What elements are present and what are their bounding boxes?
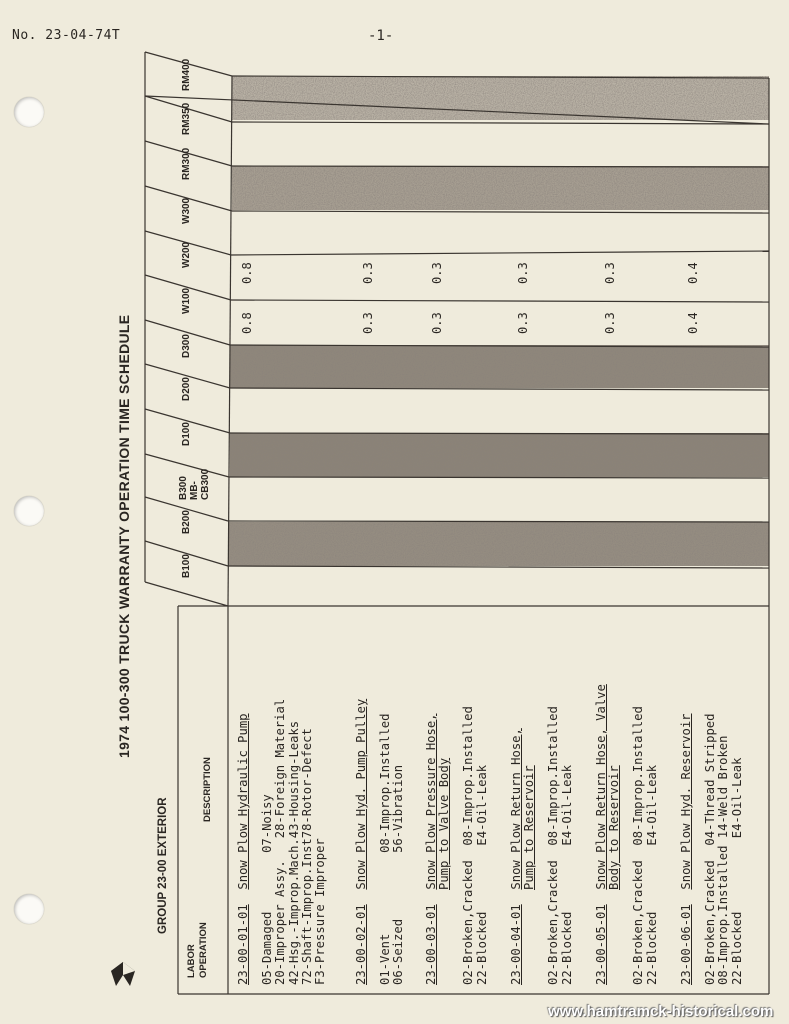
time-w100-op2: 0.3: [361, 312, 375, 334]
failure-code-line: 02-Broken,Cracked 08-Improp.Installed: [546, 706, 561, 985]
failure-code-line: 20-Improper Assy. 28-Foreign Material: [273, 698, 288, 985]
model-header-rm350: RM350: [181, 102, 192, 135]
group-heading: GROUP 23-00 EXTERIOR: [157, 797, 169, 934]
operation-23-00-01-01: [237, 699, 327, 985]
time-w100-op3: 0.3: [430, 312, 444, 334]
model-header-w200: W200: [181, 241, 192, 268]
model-header-rm400: RM400: [181, 58, 192, 91]
operation-23-00-02-01: [355, 699, 406, 985]
time-w100-op5: 0.3: [603, 312, 617, 334]
operation-title: Snow Plow Return Hose, Valve: [594, 684, 608, 890]
operation-code: 23-00-05-01: [594, 904, 608, 985]
failure-code-line: 02-Broken,Cracked 04-Thread Stripped: [703, 713, 718, 985]
operation-title-cont: Pump to Valve Body: [437, 757, 452, 890]
model-header-b100: B100: [181, 554, 192, 578]
operation-code: 23-00-03-01: [424, 904, 438, 985]
failure-code-line: 22-Blocked E4-Oil-Leak: [559, 764, 574, 985]
site-watermark: www.hamtramck-historical.com: [548, 1003, 774, 1020]
failure-code-line: 22-Blocked E4-Oil-Leak: [644, 764, 659, 985]
operation-code: 23-00-02-01: [354, 904, 368, 985]
operation-23-00-03-01: [425, 706, 489, 985]
operation-title: Snow Plow Pressure Hose,: [424, 713, 438, 890]
model-header-d100: D100: [181, 422, 192, 446]
failure-code-line: F3-Pressure Improper: [313, 838, 328, 985]
failure-code-line: 42-Hsg.-Improp.Mach.43-Housing-Leaks: [286, 720, 301, 985]
model-header-b300: B300 MB-CB300: [178, 468, 211, 500]
failure-code-line: 22-Blocked E4-Oil-Leak: [729, 757, 744, 985]
model-header-d300: D300: [181, 334, 192, 358]
operation-23-00-06-01: [680, 713, 744, 985]
failure-code-line: 01-Vent 08-Improp.Installed: [378, 713, 393, 985]
operation-code: 23-00-04-01: [509, 904, 523, 985]
time-w200-op5: 0.3: [603, 262, 617, 284]
time-w100-op4: 0.3: [516, 312, 530, 334]
operation-title: Snow Plow Hyd. Pump Pulley: [354, 698, 368, 890]
failure-code-line: 22-Blocked E4-Oil-Leak: [474, 764, 489, 985]
time-w200-op1: 0.8: [240, 262, 254, 284]
time-w200-op4: 0.3: [516, 262, 530, 284]
failure-code-line: 02-Broken,Cracked 08-Improp.Installed: [461, 706, 476, 985]
model-header-b200: B200: [181, 510, 192, 534]
time-w200-op3: 0.3: [430, 262, 444, 284]
operation-code: 23-00-01-01: [236, 904, 250, 985]
failure-code-line: 08-Improp.Installed 14-Weld Broken: [716, 735, 731, 985]
schedule-title: 1974 100-300 TRUCK WARRANTY OPERATION TIME SCHEDULE: [116, 314, 132, 758]
model-header-w300: W300: [181, 197, 192, 224]
model-header-d200: D200: [181, 377, 192, 401]
document-number: No. 23-04-74T: [12, 28, 121, 43]
labor-operation-header: LABOR OPERATION: [186, 922, 209, 978]
time-w200-op6: 0.4: [686, 262, 700, 284]
time-w200-op2: 0.3: [361, 262, 375, 284]
model-header-w100: W100: [181, 287, 192, 314]
failure-code-line: 06-Seized 56-Vibration: [391, 764, 406, 985]
time-w100-op6: 0.4: [686, 312, 700, 334]
operation-title-cont: Pump to Reservoir: [522, 765, 537, 890]
operation-23-00-05-01: [595, 684, 659, 985]
operation-title: Snow Plow Hydraulic Pump: [236, 713, 250, 890]
failure-code-line: 02-Broken,Cracked 08-Improp.Installed: [631, 706, 646, 985]
failure-code-line: 72-Shaft-Improp.Inst78-Rotor-Defect: [299, 728, 314, 985]
operation-code: 23-00-06-01: [679, 904, 693, 985]
operation-23-00-04-01: [510, 706, 574, 985]
time-w100-op1: 0.8: [240, 312, 254, 334]
description-header: DESCRIPTION: [202, 757, 213, 822]
operation-title: Snow Plow Hyd. Reservoir: [679, 713, 693, 890]
model-header-rm300: RM300: [181, 147, 192, 180]
failure-code-line: 05-Damaged 07-Noisy: [260, 794, 275, 985]
operation-title-cont: Body to Reservoir: [607, 765, 622, 890]
operation-title: Snow Plow Return Hose,: [509, 728, 523, 890]
page-number: -1-: [368, 28, 394, 44]
